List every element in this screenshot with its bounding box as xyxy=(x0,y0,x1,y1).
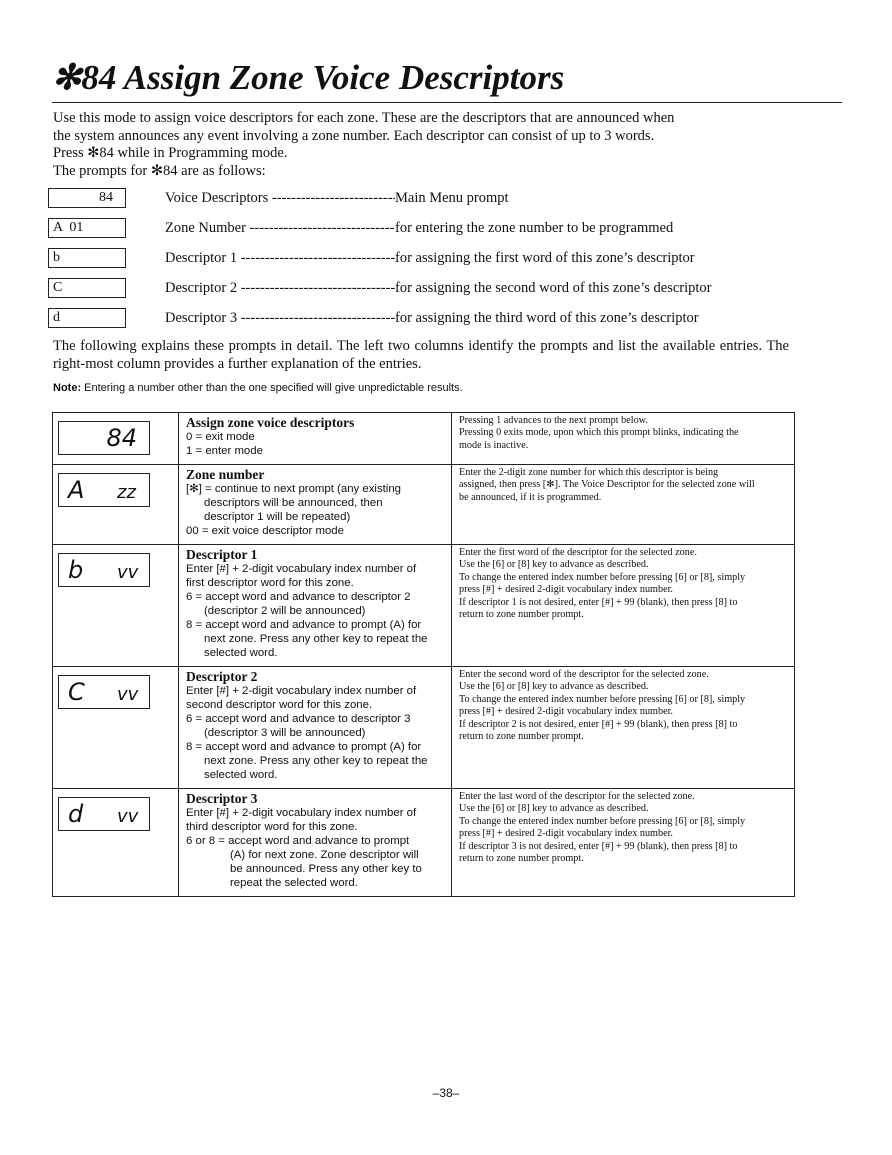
table-row xyxy=(53,667,795,789)
explanation-line: If descriptor 3 is not desired, enter [#] + 99 (blank), then press [8] to xyxy=(459,840,738,852)
prompt-display: A 01 xyxy=(48,218,126,238)
keypad-display xyxy=(58,421,150,455)
explanation-line: assigned, then press [✻]. The Voice Descriptor for the selected zone will xyxy=(459,479,755,491)
explanation-line: Use the [6] or [8] key to advance as described. xyxy=(459,681,649,693)
intro-line: Press ✻84 while in Programming mode. xyxy=(53,145,288,162)
entry-line: (descriptor 3 will be announced) xyxy=(204,727,366,739)
intro-line: The prompts for ✻84 are as follows: xyxy=(53,162,266,179)
entry-line: Enter [#] + 2-digit vocabulary index number of xyxy=(186,685,417,697)
explanation-line: return to zone number prompt. xyxy=(459,731,584,743)
display-cell xyxy=(53,413,179,465)
display-cell xyxy=(53,667,179,789)
prompt-title: Zone number xyxy=(186,467,265,482)
entry-line: (A) for next zone. Zone descriptor will xyxy=(230,849,419,861)
prompt-row xyxy=(48,218,828,240)
display-cell xyxy=(53,545,179,667)
prompt-title: Assign zone voice descriptors xyxy=(186,415,355,430)
note xyxy=(53,381,463,395)
explanation-paragraph: The following explains these prompts in detail. The left two columns identify the prompts and list the available entries. The right-most column provides a further explanation of the entries. xyxy=(53,338,789,372)
explanation-line: To change the entered index number before pressing [6] or [8], simply xyxy=(459,693,746,705)
entry-line: 6 or 8 = accept word and advance to prompt xyxy=(186,835,410,847)
entry-cell xyxy=(179,789,452,897)
explanation-line: press [#] + desired 2-digit vocabulary index number. xyxy=(459,828,673,840)
explanation-line: press [#] + desired 2-digit vocabulary index number. xyxy=(459,706,673,718)
prompt-name: Descriptor 2 ----- xyxy=(165,279,395,297)
entry-line: second descriptor word for this zone. xyxy=(186,699,373,711)
prompt-description: for assigning the first word of this zone’s descriptor xyxy=(395,250,695,266)
explanation-line: To change the entered index number before pressing [6] or [8], simply xyxy=(459,571,746,583)
entry-line: selected word. xyxy=(204,647,278,659)
note-label: Note: xyxy=(53,382,82,394)
explanation-line: Enter the 2-digit zone number for which this descriptor is being xyxy=(459,467,719,478)
entry-line: 6 = accept word and advance to descriptor 3 xyxy=(186,713,411,725)
explanation-line: Pressing 1 advances to the next prompt below. xyxy=(459,415,648,426)
note-text: Entering a number other than the one specified will give unpredictable results. xyxy=(81,382,463,394)
prompt-display: 84 xyxy=(48,188,126,208)
entry-line: [✻] = continue to next prompt (any existing xyxy=(186,483,402,495)
entry-line: (descriptor 2 will be announced) xyxy=(204,605,366,617)
entry-line: repeat the selected word. xyxy=(230,877,358,889)
entry-line: 8 = accept word and advance to prompt (A) for xyxy=(186,741,422,753)
display-digits: vv xyxy=(117,684,139,705)
explanation-line: return to zone number prompt. xyxy=(459,853,584,865)
keypad-display xyxy=(58,675,150,709)
explanation-line: If descriptor 2 is not desired, enter [#] + 99 (blank), then press [8] to xyxy=(459,718,738,730)
prompt-description: for assigning the third word of this zone’s descriptor xyxy=(395,310,699,326)
prompt-description: for entering the zone number to be programmed xyxy=(395,220,674,236)
display-digits: vv xyxy=(117,562,139,583)
display-cell xyxy=(53,465,179,545)
prompt-title: Descriptor 2 xyxy=(186,669,258,684)
table-row xyxy=(53,413,795,465)
explanation-line: Enter the first word of the descriptor for the selected zone. xyxy=(459,547,697,558)
explanation-line: return to zone number prompt. xyxy=(459,609,584,621)
prompt-display: b xyxy=(48,248,126,268)
entry-line: Enter [#] + 2-digit vocabulary index number of xyxy=(186,563,417,575)
prompt-row xyxy=(48,188,828,210)
table-row xyxy=(53,545,795,667)
page-number: –38– xyxy=(432,1086,460,1100)
intro-line: Use this mode to assign voice descriptors for each zone. These are the descriptors that are announced when xyxy=(53,110,675,126)
entry-cell xyxy=(179,545,452,667)
explanation-line: Use the [6] or [8] key to advance as described. xyxy=(459,803,649,815)
explanation-line: press [#] + desired 2-digit vocabulary index number. xyxy=(459,584,673,596)
entry-line: be announced. Press any other key to xyxy=(230,863,422,875)
display-digits: zz xyxy=(117,482,136,503)
entry-line: selected word. xyxy=(204,769,278,781)
display-digits: vv xyxy=(117,806,139,827)
display-letter: d xyxy=(68,800,84,828)
explanation-cell xyxy=(452,465,795,545)
display-cell xyxy=(53,789,179,897)
prompt-description: for assigning the second word of this zone’s descriptor xyxy=(395,280,712,296)
entry-line: 0 = exit mode xyxy=(186,431,255,443)
entry-line: first descriptor word for this zone. xyxy=(186,577,354,589)
explanation-line: Enter the last word of the descriptor for the selected zone. xyxy=(459,791,695,802)
intro-line: the system announces any event involving a zone number. Each descriptor can consist of up to 3 words. xyxy=(53,127,655,144)
prompt-row xyxy=(48,308,828,330)
prompt-display: d xyxy=(48,308,126,328)
entry-line: descriptor 1 will be repeated) xyxy=(204,511,351,523)
prompt-display: C xyxy=(48,278,126,298)
entry-line: 1 = enter mode xyxy=(186,445,263,457)
prompt-name: Descriptor 1 ----- xyxy=(165,249,395,267)
explanation-line: Pressing 0 exits mode, upon which this prompt blinks, indicating the xyxy=(459,427,739,439)
entry-line: third descriptor word for this zone. xyxy=(186,821,358,833)
table-row xyxy=(53,465,795,545)
entry-line: 00 = exit voice descriptor mode xyxy=(186,525,344,537)
display-letter: b xyxy=(68,556,84,584)
prompt-description: Main Menu prompt xyxy=(395,190,509,206)
page-title: ✻84 Assign Zone Voice Descriptors xyxy=(52,56,842,103)
prompt-row xyxy=(48,278,828,300)
explanation-line: Enter the second word of the descriptor for the selected zone. xyxy=(459,669,709,680)
explanation-cell xyxy=(452,413,795,465)
display-digits: 84 xyxy=(106,424,137,452)
keypad-display xyxy=(58,797,150,831)
prompt-name: Voice Descriptors ----- xyxy=(165,189,395,207)
keypad-display xyxy=(58,473,150,507)
entry-line: 8 = accept word and advance to prompt (A) for xyxy=(186,619,422,631)
prompt-row xyxy=(48,248,828,270)
entry-cell xyxy=(179,465,452,545)
entry-cell xyxy=(179,667,452,789)
entry-line: next zone. Press any other key to repeat the xyxy=(204,633,428,645)
intro-text xyxy=(53,110,813,180)
explanation-cell xyxy=(452,545,795,667)
entry-line: descriptors will be announced, then xyxy=(204,497,383,509)
explanation-line: If descriptor 1 is not desired, enter [#] + 99 (blank), then press [8] to xyxy=(459,596,738,608)
entry-line: 6 = accept word and advance to descriptor 2 xyxy=(186,591,411,603)
explanation-cell xyxy=(452,789,795,897)
prompt-name: Descriptor 3 ----- xyxy=(165,309,395,327)
explanation-line: To change the entered index number before pressing [6] or [8], simply xyxy=(459,815,746,827)
explanation-line: be announced, if it is programmed. xyxy=(459,491,602,503)
explanation-line: mode is inactive. xyxy=(459,439,529,451)
explanation-line: Use the [6] or [8] key to advance as described. xyxy=(459,559,649,571)
entry-line: Enter [#] + 2-digit vocabulary index number of xyxy=(186,807,417,819)
prompt-title: Descriptor 3 xyxy=(186,791,258,806)
explanation-cell xyxy=(452,667,795,789)
keypad-display xyxy=(58,553,150,587)
table-row xyxy=(53,789,795,897)
display-letter: A xyxy=(68,476,85,504)
prompt-title: Descriptor 1 xyxy=(186,547,258,562)
prompt-detail-table xyxy=(52,412,795,897)
prompt-name: Zone Number ----- xyxy=(165,219,395,237)
entry-cell xyxy=(179,413,452,465)
display-letter: C xyxy=(68,678,85,706)
entry-line: next zone. Press any other key to repeat the xyxy=(204,755,428,767)
